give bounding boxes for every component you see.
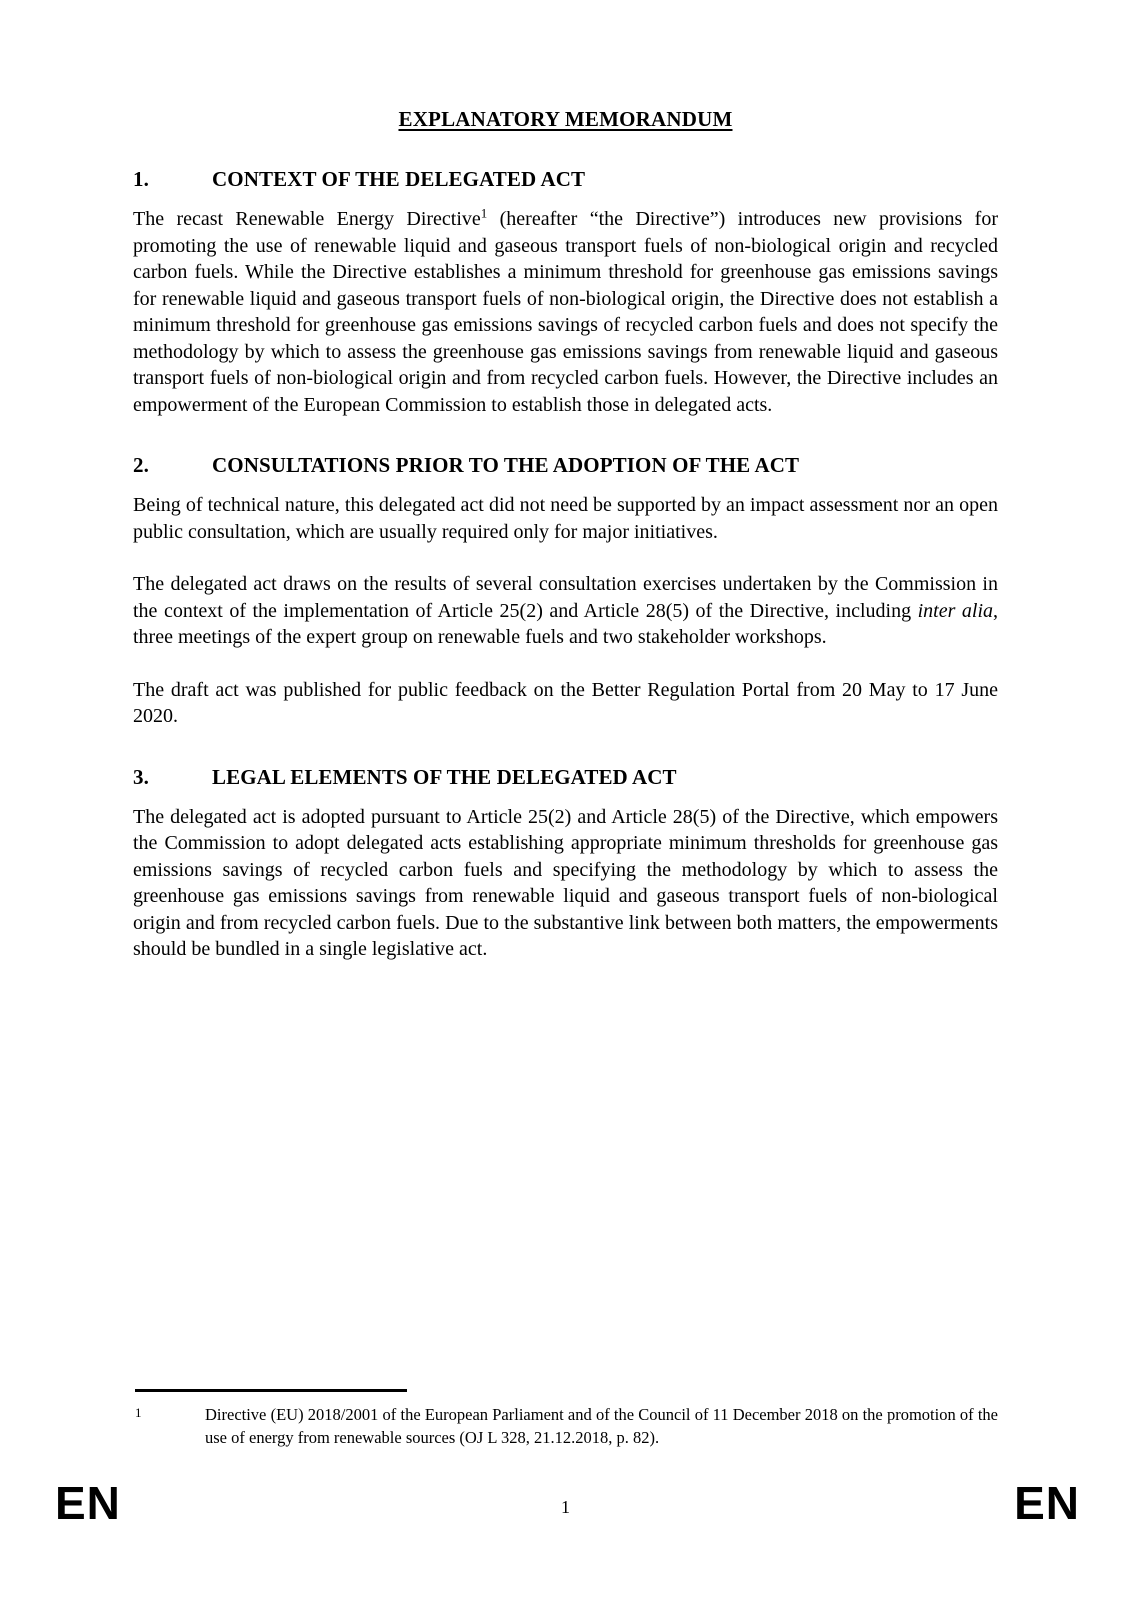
section-heading-row	[133, 452, 998, 478]
paragraph: Being of technical nature, this delegated act did not need be supported by an impact assessment nor an open public consultation, which are usually required only for major initiatives.	[133, 494, 998, 543]
footnote-marker: 1	[135, 1405, 142, 1420]
document-title: EXPLANATORY MEMORANDUM	[398, 107, 733, 131]
language-code-left: EN	[55, 1477, 121, 1529]
paragraph: The delegated act draws on the results of several consultation exercises undertaken by the Commission in the context of the implementation of Article 25(2) and Article 28(5) of the Directive, including inter alia, three meetings of the expert group on renewable fuels and two stakeholder workshops.	[133, 573, 999, 648]
section-heading-row	[133, 166, 998, 192]
section-legal-elements	[133, 764, 998, 963]
section-number: 3.	[133, 764, 149, 789]
section-title: CONTEXT OF THE DELEGATED ACT	[212, 167, 586, 191]
section-number: 2.	[133, 453, 149, 477]
section-heading-row	[133, 764, 998, 790]
section-title: LEGAL ELEMENTS OF THE DELEGATED ACT	[212, 764, 677, 789]
memo-content	[133, 0, 998, 989]
paragraph: The recast Renewable Energy Directive$^1$ (hereafter “the Directive”) introduces new provisions for promoting the use of renewable liquid and gaseous transport fuels of non-biological origin and recycled carbon fuels. While the Directive establishes a minimum threshold for greenhouse gas emissions savings for renewable liquid and gaseous transport fuels of non-biological origin, the Directive does not establish a minimum threshold for greenhouse gas emissions savings of recycled carbon fuels and does not specify the methodology by which to assess the greenhouse gas emissions savings from renewable liquid and gaseous transport fuels of non-biological origin and from recycled carbon fuels. However, the Directive includes an empowerment of the European Commission to establish those in delegated acts.	[133, 205, 998, 416]
section-number: 1.	[133, 167, 149, 191]
footnote-area	[135, 1389, 998, 1449]
paragraph: The delegated act is adopted pursuant to Article 25(2) and Article 28(5) of the Directive, which empowers the Commission to adopt delegated acts establishing appropriate minimum thresholds for greenhouse gas emissions savings of recycled carbon fuels and specifying the methodology by which to assess the greenhouse gas emissions savings from renewable liquid and gaseous transport fuels of non-biological origin and from recycled carbon fuels. Due to the substantive link between both matters, the empowerments should be bundled in a single legislative act.	[133, 805, 998, 960]
footnote-text: Directive (EU) 2018/2001 of the European Parliament and of the Council of 11 December 2018 on the promotion of the use of energy from renewable sources (OJ L 328, 21.12.2018, p. 82).	[205, 1405, 998, 1447]
section-context	[133, 166, 998, 418]
page-number: 1	[561, 1497, 570, 1517]
footnote-separator-rule	[135, 1389, 407, 1392]
section-title: CONSULTATIONS PRIOR TO THE ADOPTION OF THE ACT	[212, 453, 800, 477]
language-code-right: EN	[1014, 1477, 1080, 1529]
paragraph: The draft act was published for public feedback on the Better Regulation Portal from 20 May to 17 June 2020.	[133, 678, 998, 727]
section-consultations	[133, 452, 998, 730]
footnote	[135, 1403, 998, 1449]
